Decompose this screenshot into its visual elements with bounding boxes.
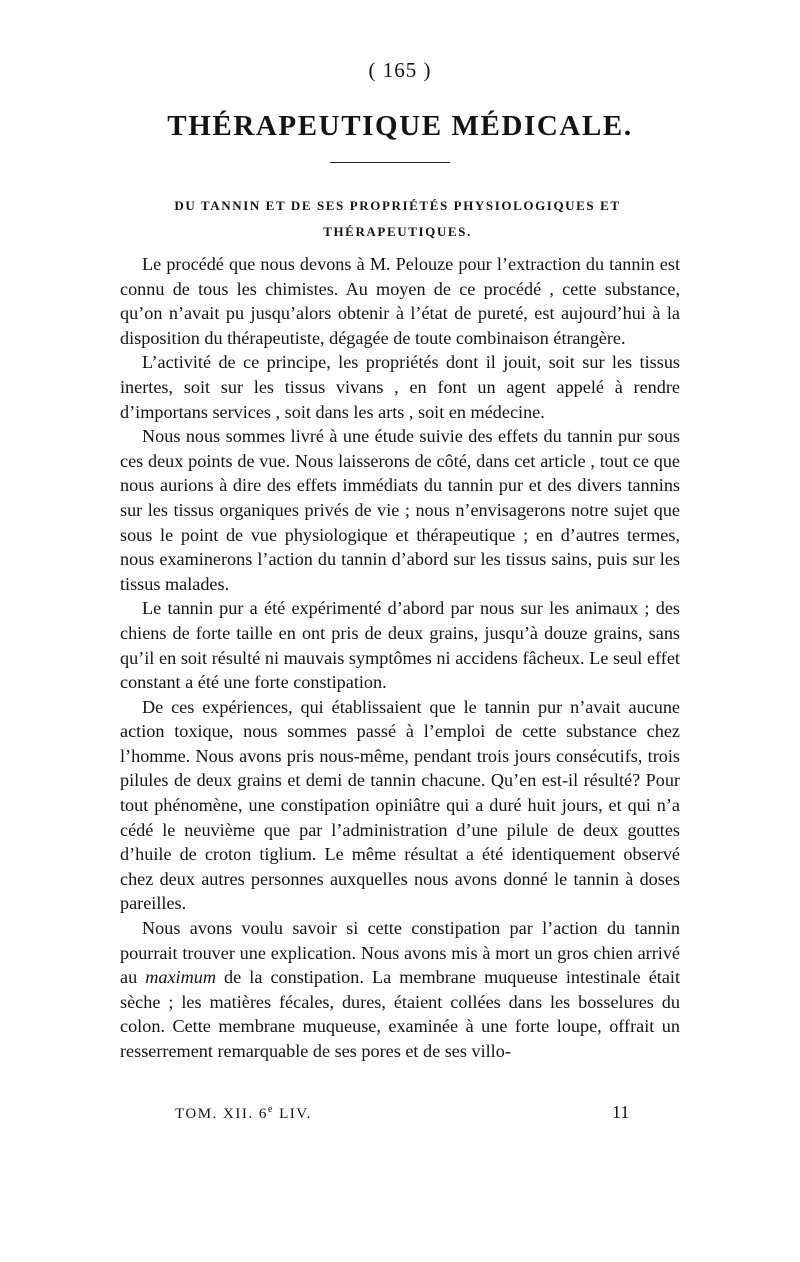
section-title: THÉRAPEUTIQUE MÉDICALE. [167,110,633,142]
paragraph-6-italic-term: maximum [145,967,216,988]
paragraph-1: Le procédé que nous devons à M. Pelouze pour l’extraction du tannin est connu de tous les chimistes. Au moyen de ce procédé , cette substance, qu’on n’avait pu jusqu’alors obtenir à l’état de pureté, est aujourd’hui à la disposition du thérapeutiste, dégagée de toute combinaison étrangère. [120,254,680,348]
paragraph-2: L’activité de ce principe, les propriétés dont il jouit, soit sur les tissus inertes, soit sur les tissus vivans , en font un agent appelé à rendre d’importans services , soit dans les arts , soit en médecine. [120,352,680,422]
page-number: ( 165 ) [368,58,432,82]
article-body [120,252,680,1064]
paragraph-5: De ces expériences, qui établissaient que le tannin pur n’avait aucune action toxique, nous sommes passé à l’emploi de cette substance chez l’homme. Nous avons pris nous-même, pendant trois jours consécutifs, trois pilules de deux grains et demi de tannin chacune. Qu’en est-il résulté? Pour tout phénomène, une constipation opiniâtre qui a duré huit jours, et qui n’a cédé le neuvième que par l’administration d’une pilule de deux gouttes d’huile de croton tiglium. Le même résultat a été identiquement observé chez deux autres personnes auxquelles nous avons donné le tannin à doses pareilles. [120,696,680,914]
paragraph-6 [120,916,680,1064]
signature-superscript: e [267,1104,274,1115]
title-divider [330,162,450,163]
paragraph-6-start: Nous avons voulu savoir si cette constipation par l’action du tannin pourrait trouver une explication. Nous avons mis à mort un gros chien arrivé au [120,918,680,988]
signature-end: LIV. [273,1106,312,1122]
paragraph-6-end: de la constipation. La membrane muqueuse intestinale était sèche ; les matières fécales, dures, étaient collées dans les bosselures du colon. Cette membrane muqueuse, examinée à une forte loupe, offrait un resserrement remarquable de ses pores et de ses villo- [120,967,681,1061]
volume-signature [175,1104,312,1123]
article-title [140,193,655,245]
paragraph-4: Le tannin pur a été expérimenté d’abord par nous sur les animaux ; des chiens de forte taille en ont pris de deux grains, jusqu’à douze grains, sans qu’il en soit résulté ni mauvais symptômes ni accidens fâcheux. Le seul effet constant a été une forte constipation. [120,598,680,693]
signature-text: TOM. XII. 6 [175,1106,268,1122]
article-title-line-1: DU TANNIN ET DE SES PROPRIÉTÉS PHYSIOLOGIQUES ET [174,198,621,213]
signature-number: 11 [612,1102,630,1122]
page-footer [120,1104,680,1128]
paragraph-3: Nous nous sommes livré à une étude suivie des effets du tannin pur sous ces deux points de vue. Nous laisserons de côté, dans cet article , tout ce que nous aurions à dire des effets immédiats du tannin pur et des divers tannins sur les tissus organiques privés de vie ; nous n’envisagerons notre sujet que sous le point de vue physiologique et thérapeutique ; en d’autres termes, nous examinerons l’action du tannin d’abord sur les tissus sains, puis sur les tissus malades. [120,426,680,594]
article-title-line-2: THÉRAPEUTIQUES. [323,224,472,239]
